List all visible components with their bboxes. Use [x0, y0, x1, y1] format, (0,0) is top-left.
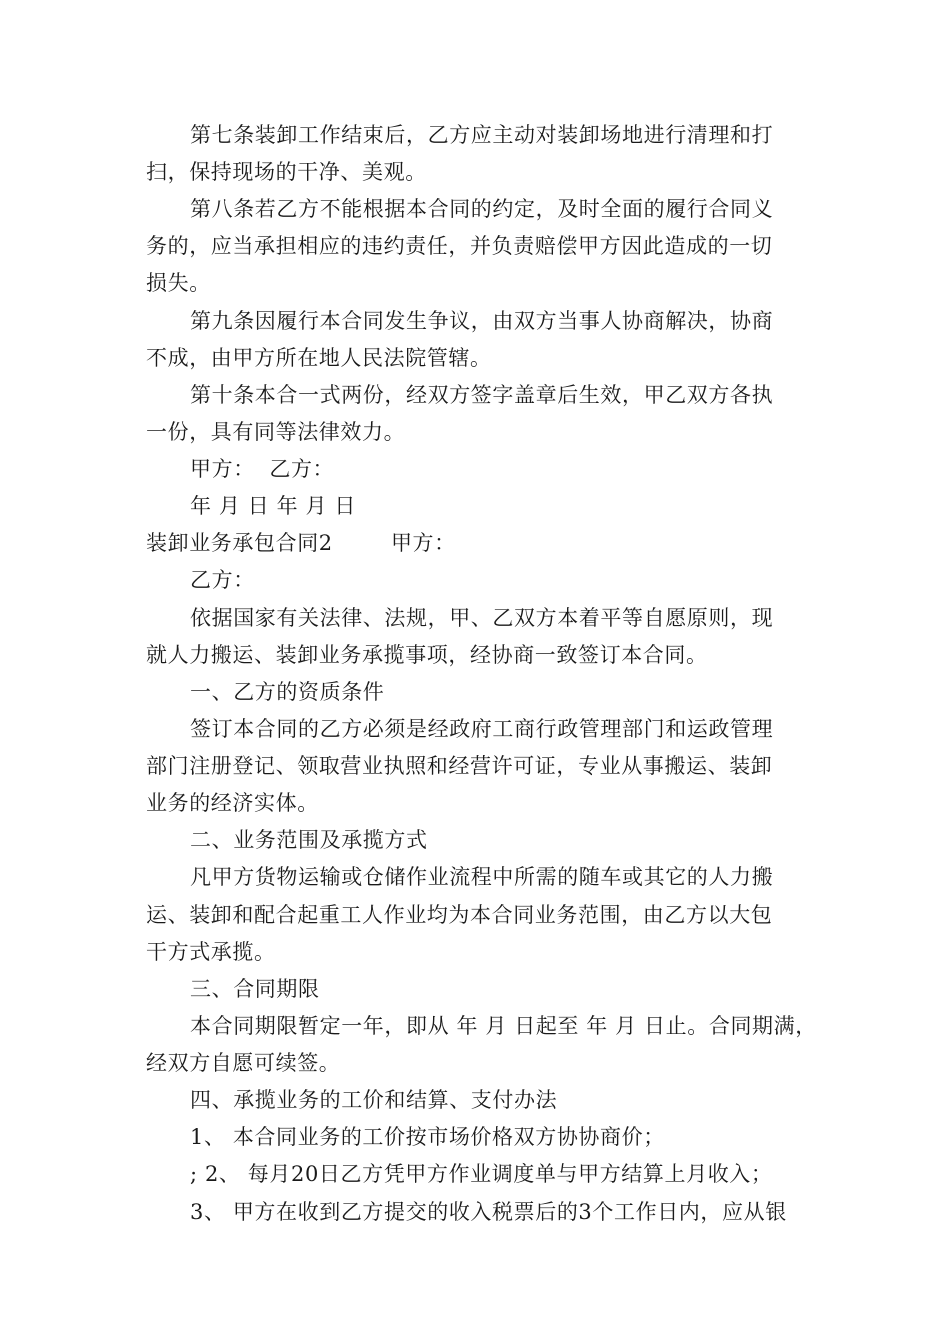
paragraph-line: 经双方自愿可续签。	[146, 1051, 341, 1075]
date-line: 年 月 日 年 月 日	[190, 494, 356, 518]
paragraph-line: 第九条因履行本合同发生争议，由双方当事人协商解决，协商	[190, 309, 774, 333]
paragraph-line: 第七条装卸工作结束后，乙方应主动对装卸场地进行清理和打	[190, 123, 774, 147]
paragraph-line: 签订本合同的乙方必须是经政府工商行政管理部门和运政管理	[190, 717, 774, 741]
paragraph-line: 一份，具有同等法律效力。	[146, 420, 406, 444]
section-heading: 二、业务范围及承揽方式	[190, 828, 428, 852]
signature-line: 甲方： 乙方：	[190, 457, 335, 481]
paragraph-line: 不成，由甲方所在地人民法院管辖。	[146, 346, 492, 370]
list-item: 3、 甲方在收到乙方提交的收入税票后的3个工作日内，应从银	[190, 1200, 787, 1224]
paragraph-line: 损失。	[146, 271, 211, 295]
paragraph-line: 干方式承揽。	[146, 940, 276, 964]
paragraph-line: 第八条若乙方不能根据本合同的约定，及时全面的履行合同义	[190, 197, 774, 221]
section-heading: 三、合同期限	[190, 977, 320, 1001]
paragraph-line: 本合同期限暂定一年，即从 年 月 日起至 年 月 日止。合同期满，	[190, 1014, 817, 1038]
paragraph-line: 依据国家有关法律、法规，甲、乙双方本着平等自愿原则，现	[190, 606, 774, 630]
section-heading: 四、承揽业务的工价和结算、支付办法	[190, 1088, 558, 1112]
paragraph-line: 业务的经济实体。	[146, 791, 319, 815]
party-line: 乙方：	[190, 568, 255, 592]
paragraph-line: 务的，应当承担相应的违约责任，并负责赔偿甲方因此造成的一切	[146, 234, 773, 258]
list-item: ; 2、 每月20日乙方凭甲方作业调度单与甲方结算上月收入；	[190, 1162, 773, 1186]
paragraph-line: 第十条本合一式两份，经双方签字盖章后生效，甲乙双方各执	[190, 383, 774, 407]
paragraph-line: 部门注册登记、领取营业执照和经营许可证，专业从事搬运、装卸	[146, 754, 773, 778]
list-item: 1、 本合同业务的工价按市场价格双方协协商价；	[190, 1125, 665, 1149]
section-heading: 一、乙方的资质条件	[190, 680, 385, 704]
paragraph-line: 扫，保持现场的干净、美观。	[146, 160, 427, 184]
contract-heading: 装卸业务承包合同2 甲方：	[146, 531, 456, 555]
paragraph-line: 凡甲方货物运输或仓储作业流程中所需的随车或其它的人力搬	[190, 865, 774, 889]
paragraph-line: 就人力搬运、装卸业务承揽事项，经协商一致签订本合同。	[146, 643, 708, 667]
paragraph-line: 运、装卸和配合起重工人作业均为本合同业务范围，由乙方以大包	[146, 903, 773, 927]
